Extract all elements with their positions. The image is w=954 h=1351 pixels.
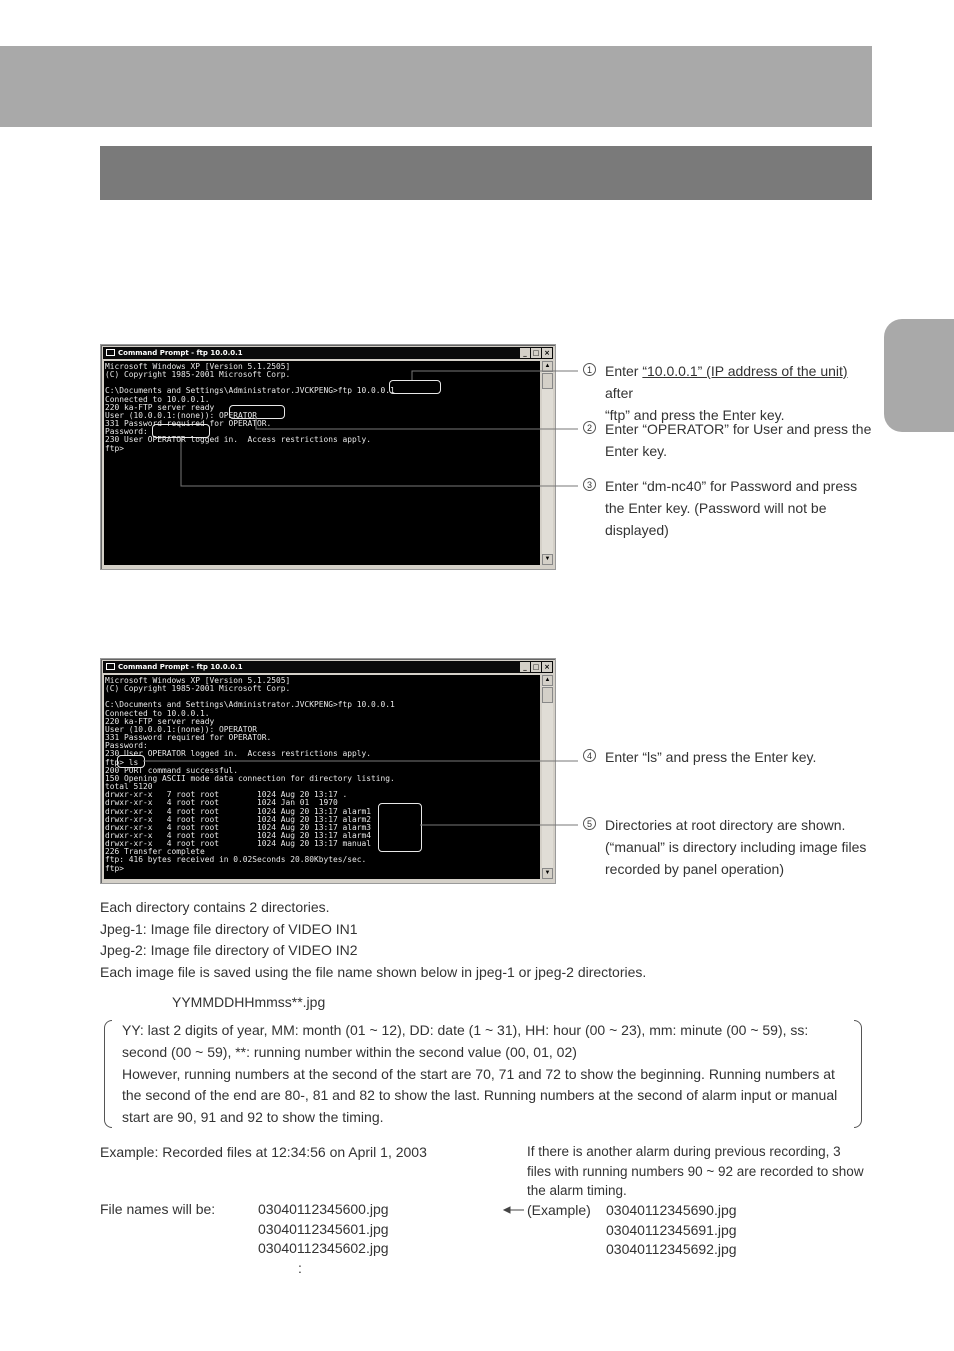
console-output: Microsoft Windows XP [Version 5.1.2505] (C) Copyright 1985-2001 Microsoft Corp. C:\Documents and Settings\Administrator.JVCKPENG>ftp 10.0.0.1 Connected to 10.0.0.1. 220 ka-FTP server ready User (10.0.0.1:(none)): OPERATOR 331 Password required for OPERATOR. Password: 230 User OPERATOR logged in. Access restrictions apply. ftp> ls 200 PORT command successful. 150 Opening ASCII mode data connection for directory listing. total 5120 drwxr-xr-x 7 root root 1024 Aug 20 13:17 . drwxr-xr-x 4 root root 1024 Jan 01 1970 drwxr-xr-x 4 root root 1024 Aug 20 13:17 alarm1 drwxr-xr-x 4 root root 1024 Aug 20 13:17 alarm2 drwxr-xr-x 4 root root 1024 Aug 20 13:17 alarm3 drwxr-xr-x 4 root root 1024 Aug 20 13:17 alarm4 drwxr-xr-x 4 root root 1024 Aug 20 13:17 manual 226 Transfer complete ftp: 416 bytes received in 0.02Seconds 20.80Kbytes/sec. ftp> [105,676,395,873]
console-icon [106,663,115,670]
note-1: 1 Enter “10.0.0.1” (IP address of the unit) after “ftp” and press the Enter key. [583,360,873,406]
console-screen[interactable] [104,361,540,565]
header-band [0,46,872,127]
step-number: 2 [583,421,596,434]
list-item: 03040112345602.jpg [258,1240,389,1256]
list-item: : [298,1260,302,1276]
close-button[interactable]: × [542,662,552,672]
console-window-1 [100,344,556,570]
note-2: 2 Enter “OPERATOR” for User and press the Enter key. [583,418,873,464]
close-button[interactable]: × [542,348,552,358]
section-title-bar [100,146,872,200]
ip-address-text: “10.0.0.1” (IP address of the unit) [642,363,848,379]
alarm-file-list [606,1200,737,1259]
window-titlebar [103,347,553,359]
note-3: 3 Enter “dm-nc40” for Password and press the Enter key. (Password will not be displayed) [583,475,873,543]
scroll-up-icon[interactable]: ▲ [542,675,553,686]
console-output: Microsoft Windows XP [Version 5.1.2505] (C) Copyright 1985-2001 Microsoft Corp. C:\Documents and Settings\Administrator.JVCKPENG>ftp 10.0.0.1 Connected to 10.0.0.1. 220 ka-FTP server ready User (10.0.0.1:(none)): OPERATOR 331 Password required for OPERATOR. Password: 230 User OPERATOR logged in. Access restrictions apply. ftp> [105,362,395,453]
console-screen[interactable] [104,675,540,879]
file-list [258,1199,389,1278]
highlight-ip [389,380,441,394]
scroll-thumb[interactable] [542,687,553,703]
alarm-example-label: (Example) [527,1202,591,1218]
list-item: 03040112345692.jpg [606,1241,737,1257]
format-explanation-text: YY: last 2 digits of year, MM: month (01 ~ 12), DD: date (1 ~ 31), HH: hour (00 ~ 23), mm: minute (00 ~ 59), ss: second (00 ~ 59), **: running number within the second value (00, 01, 02) However, running numbers at the second of the start are 70, 71 and 72 to show the beginning. Running numbers at the second of the end are 80-, 81 and 82 to show the last. Running numbers at the second of alarm input or manual start are 90, 91 and 92 to show the timing. [122,1022,838,1126]
list-item: 03040112345600.jpg [258,1201,389,1217]
scroll-up-icon[interactable]: ▲ [542,361,553,372]
filename-format: YYMMDDHHmmss**.jpg [172,994,326,1010]
minimize-button[interactable]: _ [520,662,530,672]
highlight-ls [117,755,145,768]
scroll-thumb[interactable] [542,373,553,389]
scroll-down-icon[interactable]: ▼ [542,554,553,565]
maximize-button[interactable]: □ [532,663,540,671]
format-explanation [104,1020,862,1130]
scrollbar[interactable] [542,361,553,565]
minimize-button[interactable]: _ [520,348,530,358]
scrollbar[interactable] [542,675,553,879]
paragraph: Jpeg-2: Image file directory of VIDEO IN2 [100,942,358,958]
paragraph: Each directory contains 2 directories. [100,899,330,915]
window-title: Command Prompt - ftp 10.0.0.1 [118,349,243,357]
alarm-note: If there is another alarm during previous recording, 3 files with running numbers 90 ~ 92 are recorded to show the alarm timing. [527,1144,864,1198]
note-4: 4 Enter “ls” and press the Enter key. [583,746,873,770]
step-number: 4 [583,749,596,762]
example-caption: Example: Recorded files at 12:34:56 on April 1, 2003 [100,1144,427,1160]
step-number: 5 [583,817,596,830]
window-titlebar [103,661,553,673]
chapter-side-tab [884,319,954,432]
step-number: 3 [583,478,596,491]
list-item: 03040112345601.jpg [258,1221,389,1237]
bracket-right [854,1020,862,1128]
step-number: 1 [583,363,596,376]
maximize-button[interactable]: □ [532,349,540,357]
console-icon [106,349,115,356]
paragraph: Jpeg-1: Image file directory of VIDEO IN1 [100,921,358,937]
list-item: 03040112345690.jpg [606,1202,737,1218]
highlight-directories [378,803,422,852]
highlight-user [229,405,285,419]
list-item: 03040112345691.jpg [606,1222,737,1238]
paragraph: Each image file is saved using the file name shown below in jpeg-1 or jpeg-2 directories. [100,964,647,980]
scroll-down-icon[interactable]: ▼ [542,868,553,879]
note-5: 5 Directories at root directory are shown. (“manual” is directory including image files recorded by panel operation) [583,814,877,882]
bracket-left [104,1020,112,1128]
window-title: Command Prompt - ftp 10.0.0.1 [118,663,243,671]
console-window-2 [100,658,556,884]
file-names-label: File names will be: [100,1201,216,1217]
highlight-password [152,424,210,438]
